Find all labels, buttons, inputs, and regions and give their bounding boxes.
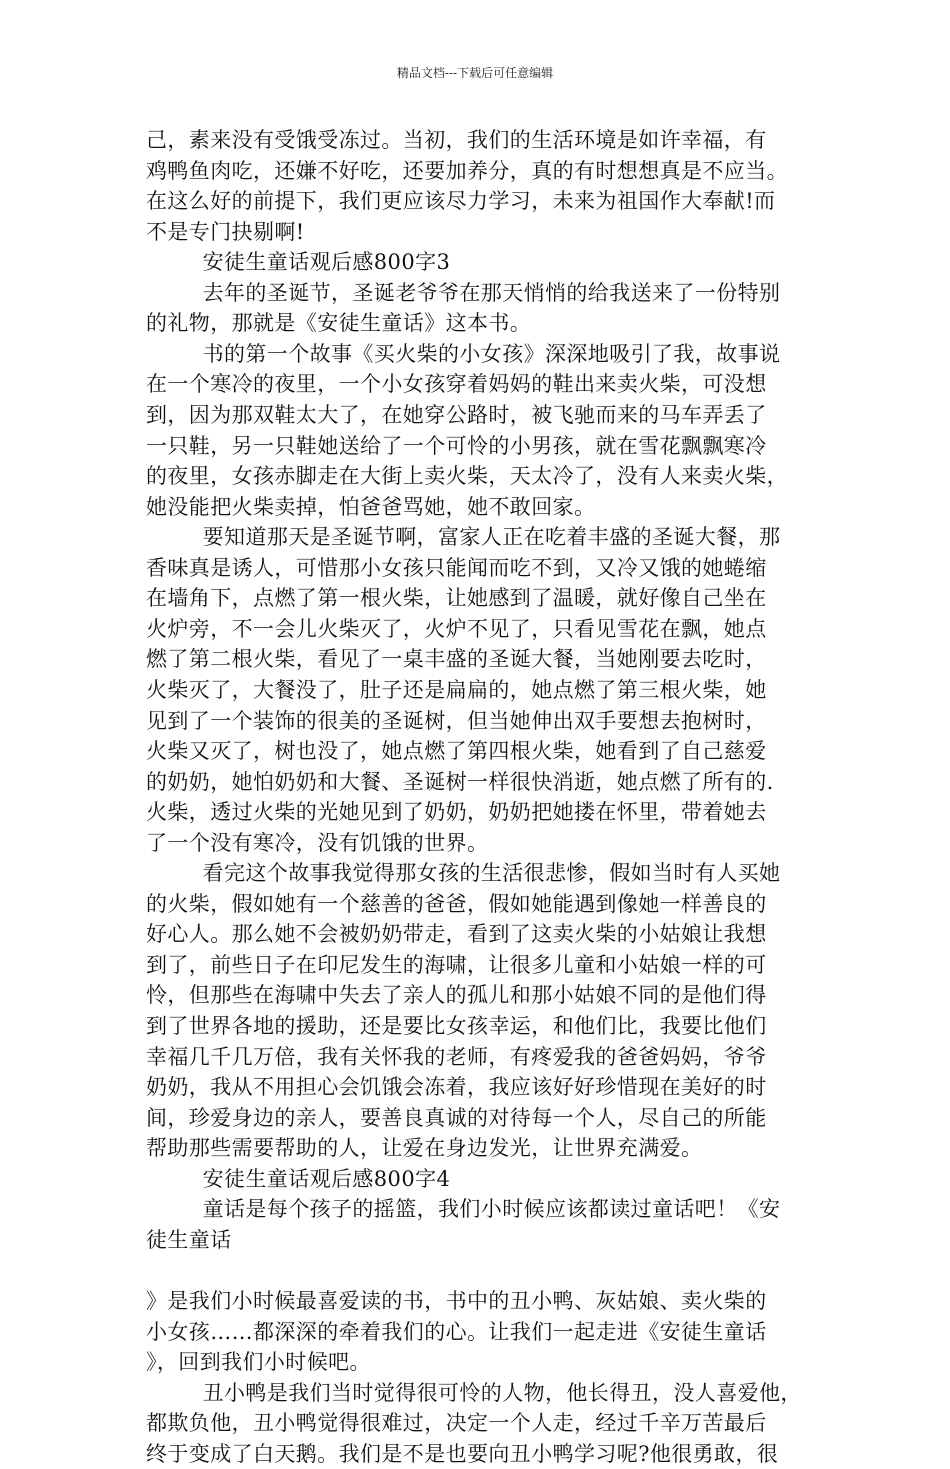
text-line: 火柴又灭了，树也没了，她点燃了第四根火柴，她看到了自己慈爱 [146, 739, 767, 763]
text-line: 见到了一个装饰的很美的圣诞树，但当她伸出双手要想去抱树时， [146, 708, 767, 733]
text-line: 到了世界各地的援助，还是要比女孩幸运，和他们比，我要比他们 [146, 1014, 767, 1038]
text-line: 安徒生童话观后感800字4 [146, 1166, 451, 1191]
text-line: 幸福几千几万倍，我有关怀我的老师，有疼爱我的爸爸妈妈，爷爷 [146, 1044, 767, 1069]
text-line: 香味真是诱人，可惜那小女孩只能闻而吃不到，又冷又饿的她蜷缩 [146, 555, 767, 580]
text-line: 到，因为那双鞋太大了，在她穿公路时，被飞驰而来的马车弄丢了 [146, 402, 767, 427]
text-line: 火柴，透过火柴的光她见到了奶奶，奶奶把她搂在怀里，带着她去 [146, 800, 767, 825]
text-line: 去年的圣诞节，圣诞老爷爷在那天悄悄的给我送来了一份特别 [146, 280, 781, 305]
text-line: 己，素来没有受饿受冻过。当初，我们的生活环境是如许幸福，有 [146, 128, 767, 152]
text-line: 童话是每个孩子的摇篮，我们小时候应该都读过童话吧！《安 [146, 1197, 781, 1222]
text-line: 看完这个故事我觉得那女孩的生活很悲惨，假如当时有人买她 [146, 861, 781, 886]
text-line: 都欺负他，丑小鸭觉得很难过，决定一个人走，经过千辛万苦最后 [146, 1411, 767, 1436]
text-line: 要知道那天是圣诞节啊，富家人正在吃着丰盛的圣诞大餐，那 [146, 525, 781, 550]
text-line: 安徒生童话观后感800字3 [146, 250, 451, 275]
text-line: 在一个寒冷的夜里，一个小女孩穿着妈妈的鞋出来卖火柴，可没想 [146, 372, 767, 397]
text-line: 的奶奶，她怕奶奶和大餐、圣诞树一样很快消逝，她点燃了所有的. [146, 769, 774, 794]
text-line: 怜，但那些在海啸中失去了亲人的孤儿和那小姑娘不同的是他们得 [146, 983, 767, 1008]
text-line: 好心人。那么她不会被奶奶带走，看到了这卖火柴的小姑娘让我想 [146, 922, 767, 947]
text-line: 火柴灭了，大餐没了，肚子还是扁扁的，她点燃了第三根火柴，她 [146, 677, 767, 702]
text-line: 在这么好的前提下，我们更应该尽力学习，未来为祖国作大奉献!而 [146, 189, 776, 214]
text-line: 丑小鸭是我们当时觉得很可怜的人物，他长得丑，没人喜爱他， [146, 1380, 802, 1405]
text-line: 徒生童话 [146, 1227, 232, 1252]
text-line: 的火柴，假如她有一个慈善的爸爸，假如她能遇到像她一样善良的 [146, 891, 767, 916]
text-line: 了一个没有寒冷，没有饥饿的世界。 [146, 830, 489, 855]
text-line: 书的第一个故事《买火柴的小女孩》深深地吸引了我，故事说 [146, 341, 781, 366]
text-line: 不是专门抉剔啊! [146, 219, 305, 244]
text-line: 的礼物，那就是《安徒生童话》这本书。 [146, 311, 532, 336]
text-line: 到了，前些日子在印尼发生的海啸，让很多儿童和小姑娘一样的可 [146, 952, 767, 977]
text-line: 间，珍爱身边的亲人，要善良真诚的对待每一个人，尽自己的所能 [146, 1105, 767, 1130]
text-line: 》，回到我们小时候吧。 [146, 1350, 371, 1374]
page-header: 精品文档---下载后可任意编辑 [396, 66, 554, 80]
text-line: 她没能把火柴卖掉，怕爸爸骂她，她不敢回家。 [146, 494, 596, 519]
text-line: 鸡鸭鱼肉吃，还嫌不好吃，还要加养分，真的有时想想真是不应当。 [146, 158, 788, 183]
text-line: 奶奶，我从不用担心会饥饿会冻着，我应该好好珍惜现在美好的时 [146, 1075, 767, 1100]
text-line: 终于变成了白天鹅。我们是不是也要向丑小鸭学习呢?他很勇敢，很 [146, 1441, 779, 1466]
text-line: 一只鞋，另一只鞋她送给了一个可怜的小男孩，就在雪花飘飘寒冷 [146, 433, 767, 458]
text-line: 燃了第二根火柴，看见了一桌丰盛的圣诞大餐，当她刚要去吃时， [146, 647, 767, 672]
text-line: 在墙角下，点燃了第一根火柴，让她感到了温暖，就好像自己坐在 [146, 586, 767, 611]
text-line: 的夜里，女孩赤脚走在大街上卖火柴，天太冷了，没有人来卖火柴， [146, 464, 788, 489]
text-line: 》是我们小时候最喜爱读的书，书中的丑小鸭、灰姑娘、卖火柴的 [146, 1288, 767, 1313]
text-line: 火炉旁，不一会儿火柴灭了，火炉不见了，只看见雪花在飘，她点 [146, 616, 767, 641]
text-line: 小女孩……都深深的牵着我们的心。让我们一起走进《安徒生童话 [146, 1319, 767, 1344]
text-line: 帮助那些需要帮助的人，让爱在身边发光，让世界充满爱。 [146, 1136, 703, 1161]
